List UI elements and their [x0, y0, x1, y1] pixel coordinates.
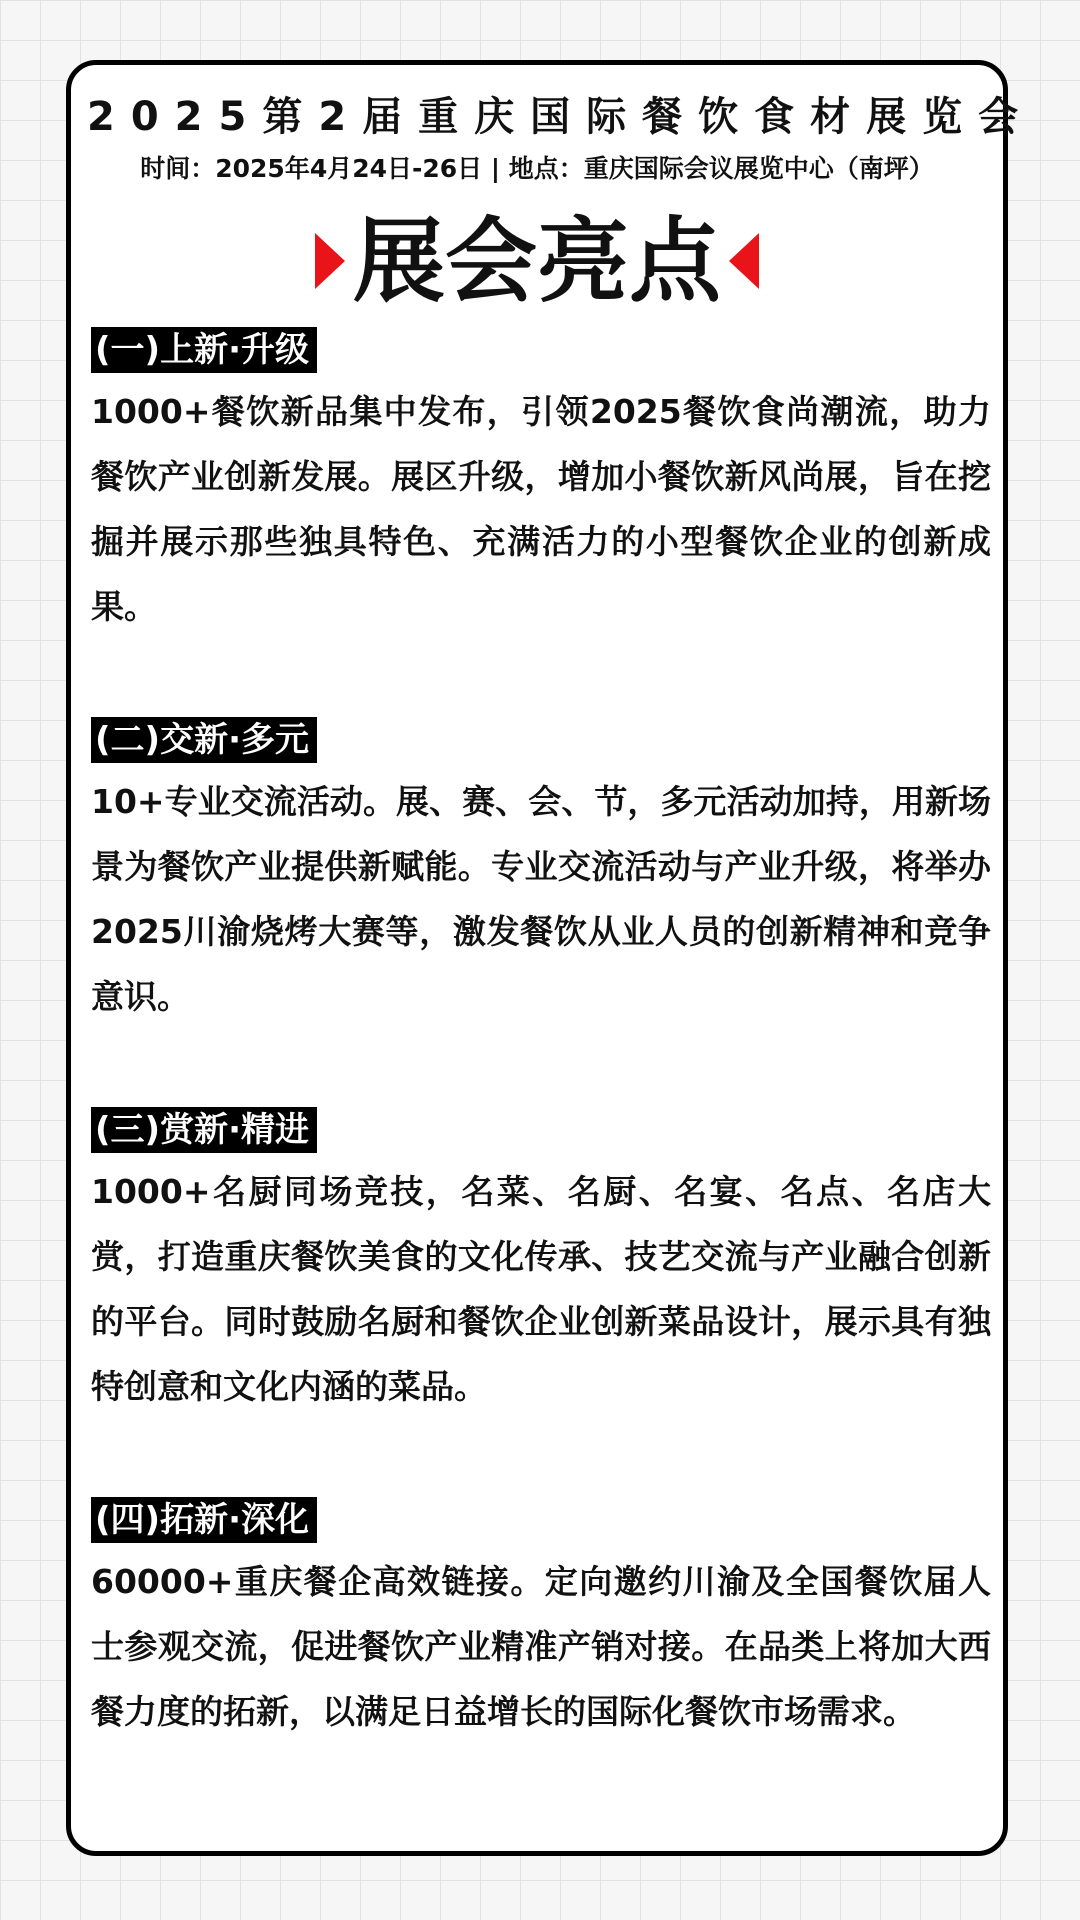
highlights-card	[66, 60, 1035, 1856]
main-heading-row	[71, 205, 1003, 317]
section-label: (一)上新·升级	[91, 327, 317, 373]
triangle-right-icon	[315, 233, 345, 289]
event-title: 2025第2届重庆国际餐饮食材展览会	[87, 94, 1035, 140]
section-body: 60000+重庆餐企高效链接。定向邀约川渝及全国餐饮届人士参观交流，促进餐饮产业精准产销对接。在品类上将加大西餐力度的拓新，以满足日益增长的国际化餐饮市场需求。	[91, 1562, 991, 1731]
section-label: (三)赏新·精进	[91, 1107, 317, 1153]
section-4	[91, 1497, 991, 1744]
section-body: 1000+餐饮新品集中发布，引领2025餐饮食尚潮流，助力餐饮产业创新发展。展区升级，增加小餐饮新风尚展，旨在挖掘并展示那些独具特色、充满活力的小型餐饮企业的创新成果。	[91, 392, 991, 626]
section-label: (二)交新·多元	[91, 717, 317, 763]
section-body: 10+专业交流活动。展、赛、会、节，多元活动加持，用新场景为餐饮产业提供新赋能。专业交流活动与产业升级，将举办2025川渝烧烤大赛等，激发餐饮从业人员的创新精神和竞争意识。	[91, 782, 991, 1016]
event-meta: 时间：2025年4月24日-26日 | 地点：重庆国际会议展览中心（南坪）	[140, 154, 934, 183]
section-3	[91, 1107, 991, 1419]
triangle-left-icon	[729, 233, 759, 289]
section-2	[91, 717, 991, 1029]
section-label: (四)拓新·深化	[91, 1497, 317, 1543]
section-body: 1000+名厨同场竞技，名菜、名厨、名宴、名点、名店大赏，打造重庆餐饮美食的文化传承、技艺交流与产业融合创新的平台。同时鼓励名厨和餐饮企业创新菜品设计，展示具有独特创意和文化内涵的菜品。	[91, 1172, 991, 1406]
main-heading: 展会亮点	[352, 207, 721, 315]
section-1	[91, 327, 991, 639]
